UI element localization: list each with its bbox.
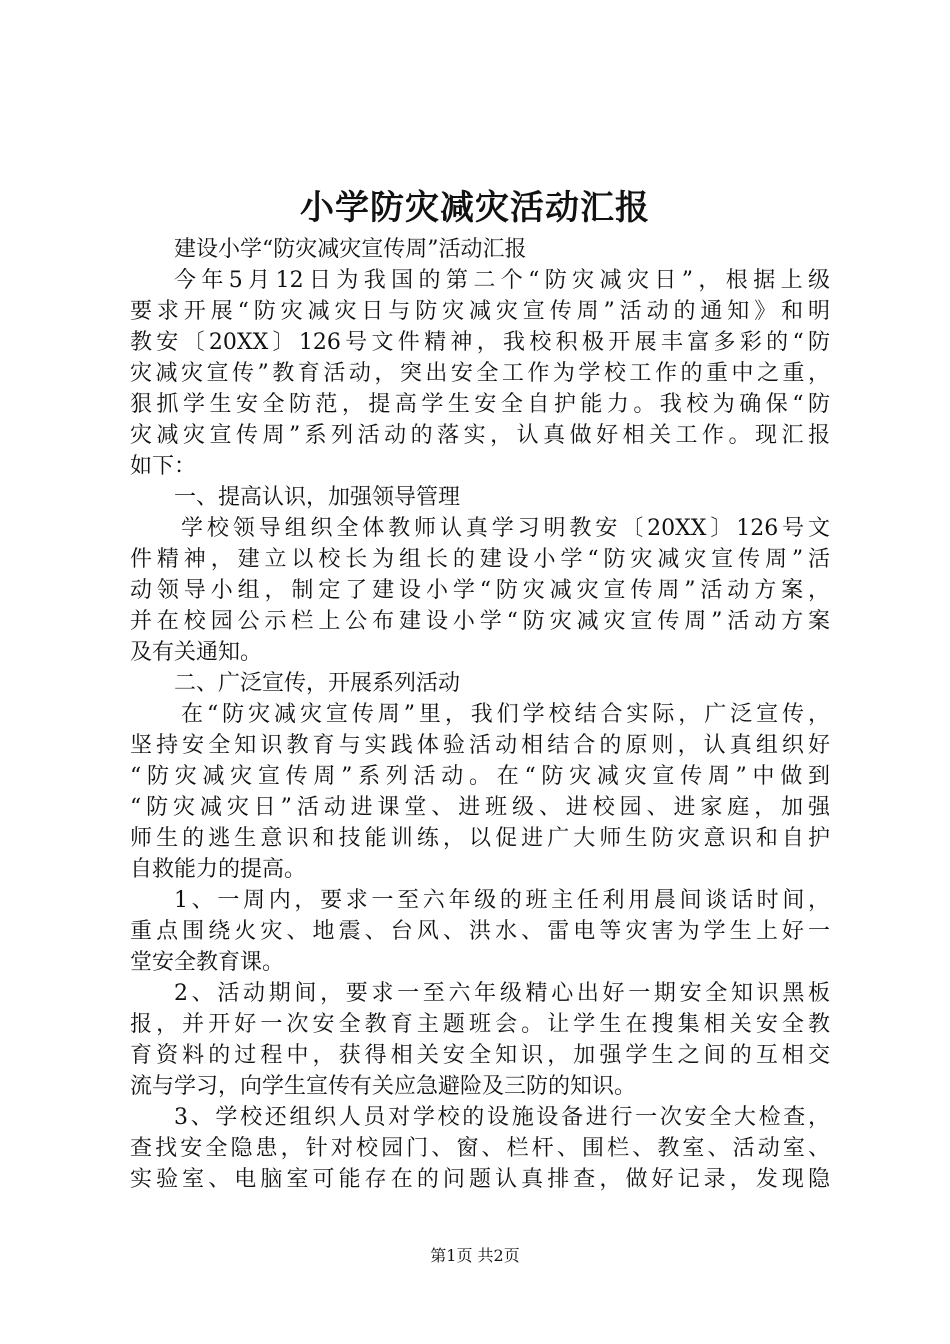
body-line: 实验室、电脑室可能存在的问题认真排查，做好记录，发现隐 — [130, 1167, 830, 1192]
body-line: 一、提高认识，加强领导管理 — [174, 485, 461, 510]
body-line: “防灾减灾日”活动进课堂、进班级、进校园、进家庭，加强 — [130, 795, 830, 820]
body-line: 报，并开好一次安全教育主题班会。让学生在搜集相关安全教 — [130, 1012, 830, 1037]
body-line: 动领导小组，制定了建设小学“防灾减灾宣传周”活动方案， — [130, 578, 830, 603]
body-line: 重点围绕火灾、地震、台风、洪水、雷电等灾害为学生上好一 — [130, 919, 830, 944]
body-line: 件精神，建立以校长为组长的建设小学“防灾减灾宣传周”活 — [130, 547, 830, 572]
body-line: 灾减灾宣传周”系列活动的落实，认真做好相关工作。现汇报 — [130, 423, 830, 448]
body-line: 如下： — [130, 454, 197, 479]
body-line: 1、一周内，要求一至六年级的班主任利用晨间谈话时间， — [174, 888, 830, 913]
body-line: 建设小学“防灾减灾宣传周”活动汇报 — [174, 237, 527, 262]
body-line: 师生的逃生意识和技能训练，以促进广大师生防灾意识和自护 — [130, 826, 830, 851]
body-line: 3、学校还组织人员对学校的设施设备进行一次安全大检查， — [174, 1105, 830, 1130]
body-line: 坚持安全知识教育与实践体验活动相结合的原则，认真组织好 — [130, 733, 830, 758]
body-line: 堂安全教育课。 — [130, 950, 285, 975]
body-line: 及有关通知。 — [130, 640, 263, 665]
body-line: 在“防灾减灾宣传周”里，我们学校结合实际，广泛宣传， — [181, 702, 830, 727]
body-line: 要求开展“防灾减灾日与防灾减灾宣传周”活动的通知》和明 — [130, 299, 830, 324]
body-line: 2、活动期间，要求一至六年级精心出好一期安全知识黑板 — [174, 981, 830, 1006]
body-line: “防灾减灾宣传周”系列活动。在“防灾减灾宣传周”中做到 — [130, 764, 830, 789]
body-line: 今年5月12日为我国的第二个“防灾减灾日”，根据上级 — [174, 268, 830, 293]
body-line: 查找安全隐患，针对校园门、窗、栏杆、围栏、教室、活动室、 — [130, 1136, 830, 1161]
body-line: 流与学习，向学生宣传有关应急避险及三防的知识。 — [130, 1074, 637, 1099]
body-line: 自救能力的提高。 — [130, 857, 307, 882]
document-body — [130, 234, 830, 1195]
body-line: 育资料的过程中，获得相关安全知识，加强学生之间的互相交 — [130, 1043, 830, 1068]
body-line: 教安〔20XX〕126号文件精神，我校积极开展丰富多彩的“防 — [130, 330, 830, 355]
body-line: 并在校园公示栏上公布建设小学“防灾减灾宣传周”活动方案 — [130, 609, 830, 634]
body-line: 狠抓学生安全防范，提高学生安全自护能力。我校为确保“防 — [130, 392, 830, 417]
body-line: 二、广泛宣传，开展系列活动 — [174, 671, 461, 696]
body-line: 灾减灾宣传”教育活动，突出安全工作为学校工作的重中之重， — [130, 361, 830, 386]
page-footer: 第1页 共2页 — [430, 1246, 520, 1265]
body-line: 学校领导组织全体教师认真学习明教安〔20XX〕126号文 — [181, 516, 830, 541]
document-title: 小学防灾减灾活动汇报 — [300, 188, 650, 228]
